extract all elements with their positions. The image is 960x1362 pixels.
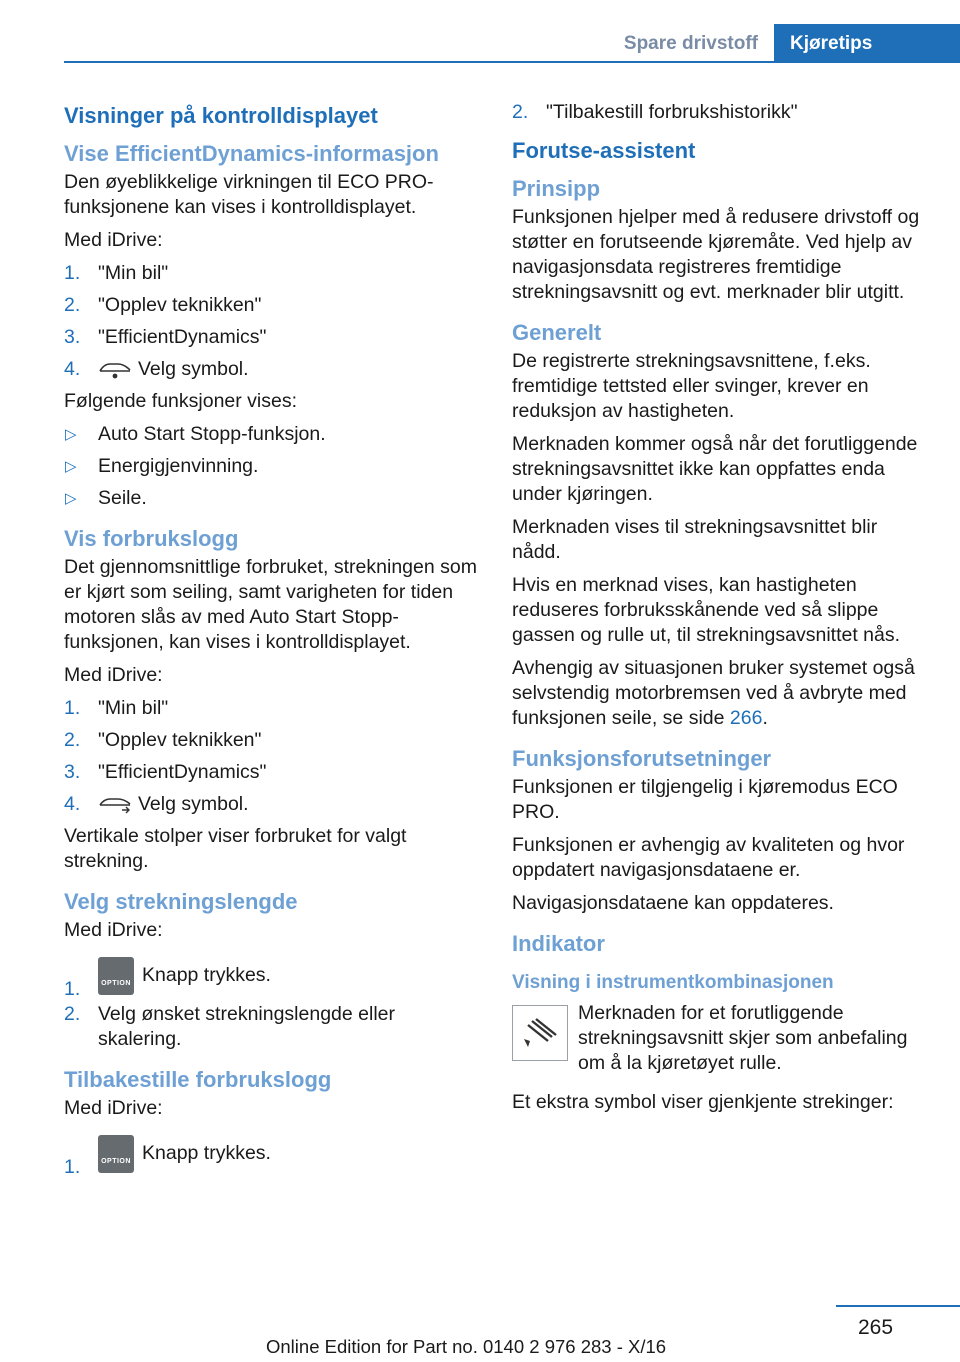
paragraph: Hvis en merknad vises, kan hastigheten reduseres forbruksskånende ved så slippe gassen og rulle ut, til strekningsavsnittet nås. [512,574,901,646]
list-item: ▷ Energigjenvinning. [65,455,259,477]
page-link[interactable]: 266 [729,707,763,729]
subheading-visning: Visning i instrumentkombinasjonen [512,972,834,993]
page-number-rule [836,1305,960,1307]
indicator-text: Merknaden for et forutliggende strekningsavsnitt skjer som anbefaling om å la kjøretøyet rulle. [578,1002,908,1074]
paragraph: Funksjonen hjelper med å redusere drivstoff og støtter en forutseende kjøremåte. Ved hjelp av navigasjonsdata registreres fremtidige strekningsavsnitt og evt. merknader blir utgitt. [512,206,920,303]
list-item: 2. "Tilbakestill forbrukshistorikk" [512,101,798,123]
list-item: 1. "Min bil" [64,697,169,719]
paragraph: Merknaden kommer også når det forutliggende strekningsavsnittet ikke kan oppfattes enda under kjøringen. [512,433,918,505]
subheading-tilbakestille: Tilbakestille forbrukslogg [64,1067,332,1092]
list-item: 4. Velg symbol. [64,358,249,380]
section-heading-forutse: Forutse-assistent [512,138,696,163]
tab-kjoretips[interactable]: Kjøretips [774,24,960,62]
paragraph: Det gjennomsnittlige forbruket, strekningen som er kjørt som seiling, samt varigheten for tiden motoren slås av med Auto Start Stopp-funksjonen, kan vises i kontrolldisplayet. [64,556,477,653]
list-item: 1. OPTION Knapp trykkes. [64,1135,480,1173]
paragraph: Den øyeblikkelige virkningen til ECO PRO-funksjonene kan vises i kontrolldisplayet. [64,171,434,218]
option-button-icon: OPTION [98,1135,134,1173]
page-number: 265 [858,1316,894,1339]
triangle-bullet-icon: ▷ [65,426,77,443]
step-list [512,100,928,125]
step-list [64,696,480,817]
paragraph: Med iDrive: [64,664,163,686]
triangle-bullet-icon: ▷ [65,490,77,507]
subheading-indikator: Indikator [512,931,605,956]
option-button-icon: OPTION [98,957,134,995]
paragraph: Navigasjonsdataene kan oppdateres. [512,892,834,914]
list-item: ▷ Seile. [65,487,147,509]
paragraph: De registrerte strekningsavsnittene, f.eks. fremtidige tettsted eller svinger, krever en reduksjon av hastigheten. [512,350,871,422]
header-tabs [608,24,960,62]
triangle-bullet-icon: ▷ [65,458,77,475]
list-item: 3. "EfficientDynamics" [64,326,267,348]
list-item: 1. OPTION Knapp trykkes. [64,957,480,995]
section-heading-visninger: Visninger på kontrolldisplayet [64,103,378,128]
paragraph: Funksjonen er avhengig av kvaliteten og hvor oppdatert navigasjonsdataene er. [512,834,905,881]
paragraph: Med iDrive: [64,1097,163,1119]
paragraph: Avhengig av situasjonen bruker systemet også selvstendig motorbremsen ved å avbryte med funksjonen seile, se side 266. [512,657,915,729]
bullet-list [64,422,480,511]
car-symbol-icon [98,360,132,380]
roll-recommendation-icon [512,1005,568,1061]
step-list [64,1135,480,1178]
list-item: 2. "Opplev teknikken" [64,294,262,316]
list-item: ▷ Auto Start Stopp-funksjon. [65,423,326,445]
subheading-prinsipp: Prinsipp [512,176,601,201]
paragraph: Funksjonen er tilgjengelig i kjøremodus ECO PRO. [512,776,898,823]
list-item: 2. "Opplev teknikken" [64,729,262,751]
paragraph: Følgende funksjoner vises: [64,390,298,412]
subheading-funksjonsforutsetninger: Funksjonsforutsetninger [512,746,772,771]
header-rule [64,61,960,63]
paragraph: Et ekstra symbol viser gjenkjente strekinger: [512,1091,894,1113]
list-item: 4. Velg symbol. [64,793,249,815]
list-item: 1. "Min bil" [64,262,169,284]
subheading-efficientdynamics: Vise EfficientDynamics-informasjon [64,141,439,166]
paragraph: Med iDrive: [64,919,163,941]
subheading-strekningslengde: Velg strekningslengde [64,889,298,914]
paragraph: Vertikale stolper viser forbruket for valgt strekning. [64,825,407,872]
footer-edition: Online Edition for Part no. 0140 2 976 283 - X/16 [266,1336,667,1357]
step-list [64,957,480,1052]
step-list [64,261,480,382]
subheading-forbrukslogg: Vis forbrukslogg [64,526,239,551]
paragraph: Merknaden vises til strekningsavsnittet blir nådd. [512,516,878,563]
tab-spare-drivstoff[interactable]: Spare drivstoff [623,33,758,54]
car-route-icon [98,795,132,815]
paragraph: Med iDrive: [64,229,163,251]
list-item: 3. "EfficientDynamics" [64,761,267,783]
subheading-generelt: Generelt [512,320,602,345]
list-item: 2. Velg ønsket strekningslengde eller skalering. [64,1003,396,1050]
right-column [512,100,928,1123]
indicator-block [512,1001,928,1076]
left-column [64,100,480,1180]
